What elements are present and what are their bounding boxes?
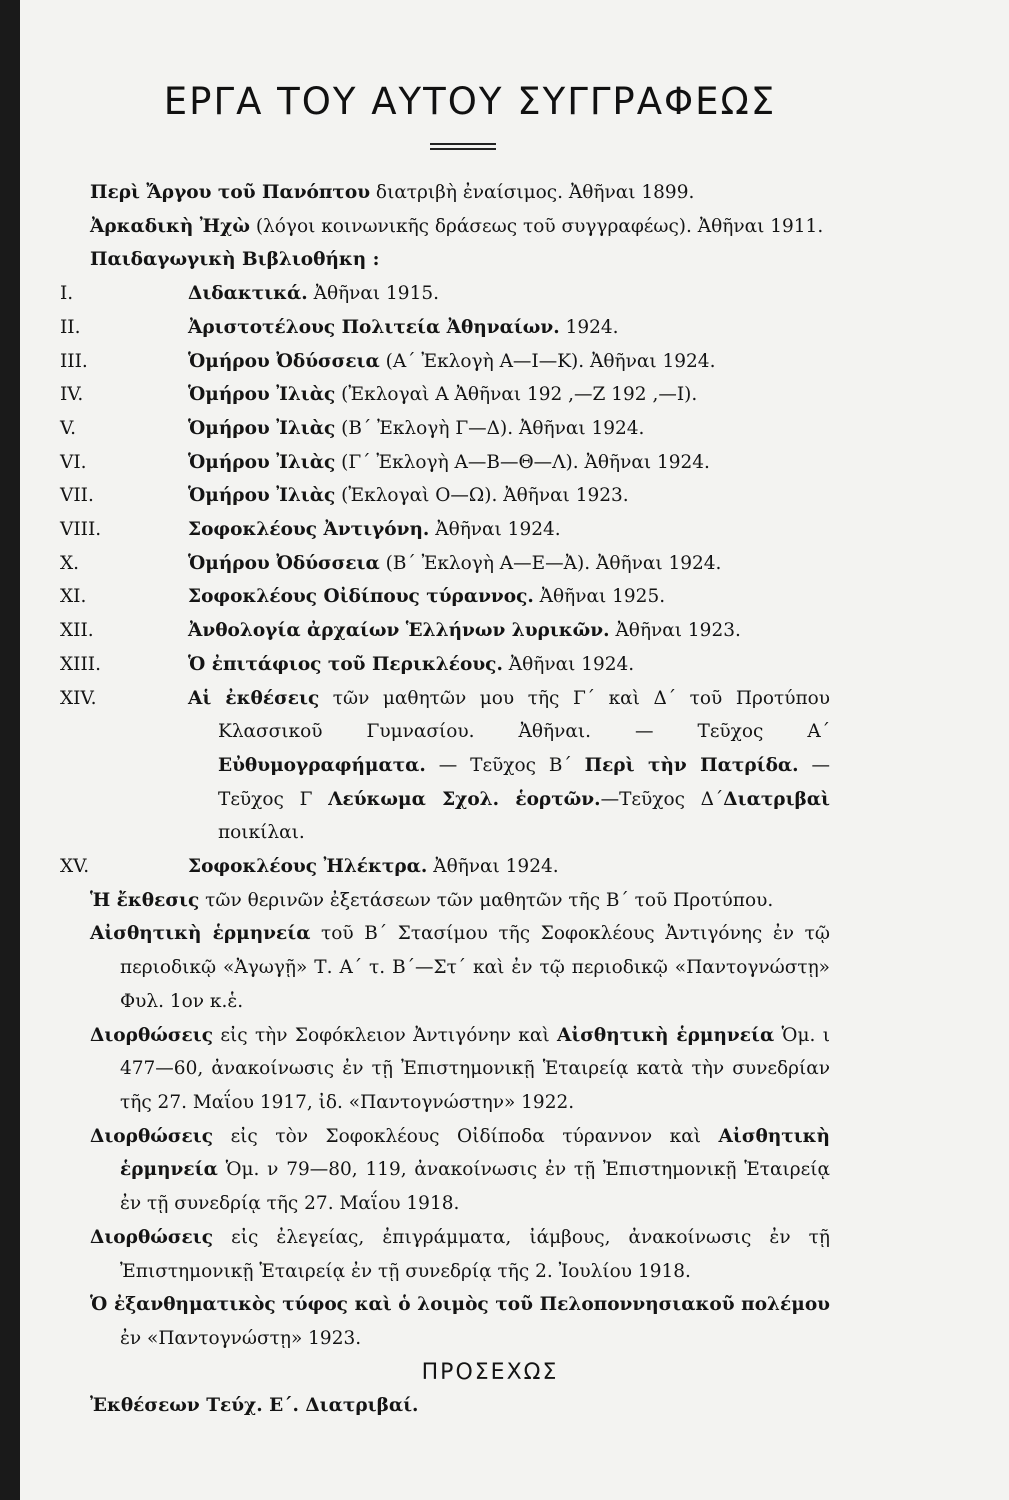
- entry-details: Ὁμ. ν 79—80, 119, ἀνακοίνωσις ἐν τῇ Ἐπιστημονικῇ Ἑταιρείᾳ ἐν τῇ συνεδρίᾳ τῆς 27. Μαΐου 1918.: [120, 1159, 830, 1215]
- entry-library-heading: [90, 243, 830, 277]
- series-item: [60, 277, 830, 311]
- series-item: [60, 614, 830, 648]
- series-item: [60, 446, 830, 480]
- series-item: [60, 547, 830, 581]
- series-item-xiv: [60, 682, 830, 851]
- entry-typhos: [90, 1288, 830, 1355]
- entry-details: (Β´ Ἐκλογὴ Γ—Δ). Ἀθῆναι 1924.: [335, 417, 645, 439]
- entry-title: Αἱ ἐκθέσεις: [188, 687, 320, 709]
- entry-title: Περὶ τὴν Πατρίδα.: [584, 754, 799, 776]
- series-item: [60, 479, 830, 513]
- entry-details: (λόγοι κοινωνικῆς δράσεως τοῦ συγγραφέως). Ἀθῆναι 1911.: [249, 215, 824, 237]
- entry-details: ἐν «Παντογνώστῃ» 1923.: [120, 1327, 362, 1349]
- library-series: [60, 277, 830, 681]
- entry-title: Διδακτικά.: [188, 283, 308, 305]
- series-item: [60, 378, 830, 412]
- series-number: I.: [60, 283, 74, 305]
- notice-title: Ἐκθέσεων Τεύχ. Ε´. Διατριβαί.: [90, 1395, 419, 1417]
- series-number: III.: [60, 350, 88, 372]
- entry-title: Σοφοκλέους Οἰδίπους τύραννος.: [188, 586, 534, 608]
- series-item: [60, 513, 830, 547]
- entry-title: Διορθώσεις: [90, 1024, 214, 1046]
- series-number: XIII.: [60, 653, 101, 675]
- entry-title: Αἰσθητικὴ ἑρμηνεία: [90, 923, 311, 945]
- entry-details: τῶν θερινῶν ἐξετάσεων τῶν μαθητῶν τῆς Β´ τοῦ Προτύπου.: [199, 889, 774, 911]
- series-item-xv: [60, 850, 830, 884]
- entry-details: — Τεῦχος Γ: [218, 754, 830, 810]
- entry-title: Διορθώσεις: [90, 1226, 214, 1248]
- entry-arkadiki: [90, 210, 830, 244]
- entry-title: Ὁμήρου Ἰλιὰς: [188, 451, 336, 473]
- entry-diorthoseis-3: [90, 1221, 830, 1288]
- series-item: [60, 311, 830, 345]
- series-number: VI.: [60, 451, 87, 473]
- series-number: X.: [60, 552, 80, 574]
- entry-title: Αἰσθητικὴ ἑρμηνεία: [120, 1125, 830, 1181]
- entry-details: ποικίλαι.: [218, 822, 305, 844]
- series-number: V.: [60, 417, 77, 439]
- entry-title: Σοφοκλέους Ἀντιγόνη.: [188, 519, 430, 541]
- series-number: XIV.: [60, 687, 97, 709]
- series-number: II.: [60, 316, 81, 338]
- entry-details: (Β´ Ἐκλογὴ Α—Ε—Ἀ). Ἀθῆναι 1924.: [379, 552, 722, 574]
- notice-heading: ΠΡΟΣΕΧΩΣ: [421, 1359, 559, 1385]
- entry-title: Ὁμήρου Ἰλιὰς: [188, 384, 336, 406]
- series-item: [60, 412, 830, 446]
- entry-title: Σοφοκλέους Ἠλέκτρα.: [188, 856, 428, 878]
- title-rule-2: [430, 148, 496, 150]
- entry-title: Ὁμήρου Ἰλιὰς: [188, 417, 336, 439]
- entry-diorthoseis-1: [90, 1019, 830, 1120]
- entry-details: διατριβὴ ἐναίσιμος. Ἀθῆναι 1899.: [370, 182, 695, 203]
- entry-details: Ἀθῆναι 1924.: [502, 653, 635, 675]
- entry-details: εἰς τὸν Σοφοκλέους Οἰδίποδα τύραννον καὶ: [213, 1125, 719, 1147]
- series-item: [60, 648, 830, 682]
- entry-title: Ὁμήρου Ὀδύσσεια: [188, 350, 380, 372]
- series-number: IV.: [60, 384, 84, 406]
- entry-argos: [90, 176, 830, 210]
- entry-details: Ἀθῆναι 1924.: [427, 856, 559, 878]
- entry-details: —Τεῦχος Δ´: [600, 788, 724, 810]
- entry-title: Ὁ ἐξανθηματικὸς τύφος καὶ ὁ λοιμὸς τοῦ Πελοποννησιακοῦ πολέμου: [90, 1294, 830, 1316]
- entry-title: Αἰσθητικὴ ἑρμηνεία: [556, 1024, 775, 1046]
- entry-title: Ἀνθολογία ἀρχαίων Ἑλλήνων λυρικῶν.: [188, 620, 610, 642]
- entry-details: Ἀθῆναι 1915.: [307, 283, 440, 305]
- entry-title: Ὁμήρου Ὀδύσσεια: [188, 552, 380, 574]
- series-number: VII.: [60, 485, 94, 507]
- entry-diorthoseis-2: [90, 1120, 830, 1221]
- entry-details: 1924.: [559, 316, 619, 338]
- entry-details: εἰς ἐλεγείας, ἐπιγράμματα, ἰάμβους, ἀνακοίνωσις ἐν τῇ Ἐπιστημονικῇ Ἑταιρείᾳ ἐν τῇ συνεδρίᾳ τῆς 2. Ἰουλίου 1918.: [120, 1226, 830, 1282]
- entry-details: (Α´ Ἐκλογὴ Α—Ι—Κ). Ἀθῆναι 1924.: [379, 350, 716, 372]
- entry-title: Ὁμήρου Ἰλιὰς: [188, 485, 336, 507]
- page: [20, 0, 1009, 1500]
- series-item: [60, 580, 830, 614]
- entry-details: τῶν μαθητῶν μου τῆς Γ´ καὶ Δ´ τοῦ Προτύπου Κλασσικοῦ Γυμνασίου. Ἀθῆναι. — Τεῦχος Α´: [218, 687, 830, 743]
- series-number: XII.: [60, 620, 94, 642]
- entry-details: Ὁμ. ι 477—60, ἀνακοίνωσις ἐν τῇ Ἐπιστημονικῇ Ἑταιρείᾳ κατὰ τὴν συνεδρίαν τῆς 27. Μαΐου 1917, ἰδ. «Παντογνώστην» 1922.: [120, 1024, 830, 1113]
- series-number: VIII.: [60, 519, 102, 541]
- series-item: [60, 345, 830, 379]
- title-rule: [430, 143, 496, 145]
- entry-details: Ἀθῆναι 1924.: [429, 519, 561, 541]
- entry-ekthesis: [90, 884, 830, 918]
- entry-title: Περὶ Ἄργου τοῦ Πανόπτου: [90, 182, 371, 203]
- notice-text: [90, 1389, 830, 1423]
- page-title: ΕΡΓΑ ΤΟΥ ΑΥΤΟΥ ΣΥΓΓΡΑΦΕΩΣ: [163, 80, 777, 123]
- entry-details: εἰς τὴν Σοφόκλειον Ἀντιγόνην καὶ: [213, 1024, 557, 1046]
- entry-details: Ἀθῆναι 1925.: [533, 586, 666, 608]
- entry-title: Ἀρκαδικὴ Ἠχὼ: [90, 215, 250, 237]
- entry-title: Ἀριστοτέλους Πολιτεία Ἀθηναίων.: [188, 316, 560, 338]
- entry-aisthitiki: [90, 917, 830, 1018]
- entry-details: Ἀθῆναι 1923.: [609, 620, 741, 642]
- entry-details: τοῦ Β´ Στασίμου τῆς Σοφοκλέους Ἀντιγόνης ἐν τῷ περιοδικῷ «Ἀγωγῇ» Τ. Α´ τ. Β´—Στ´ καὶ ἐν τῷ περιοδικῷ «Παντογνώστῃ» Φυλ. 1ον κ.ἑ.: [120, 923, 830, 1012]
- entry-title: Ὁ ἐπιτάφιος τοῦ Περικλέους.: [188, 653, 503, 675]
- entry-title: Παιδαγωγικὴ Βιβλιοθήκη :: [90, 249, 380, 271]
- entry-details: (Ἐκλογαὶ Ο—Ω). Ἀθῆναι 1923.: [335, 485, 629, 507]
- entry-title: Εὐθυμογραφήματα.: [218, 754, 426, 776]
- entry-details: (Ἐκλογαὶ Α Ἀθῆναι 192 ,—Ζ 192 ,—Ι).: [335, 384, 698, 406]
- entry-title: Διατριβαὶ: [723, 788, 830, 810]
- series-number: XV.: [60, 856, 90, 878]
- works-list: [60, 176, 830, 1423]
- entry-details: (Γ´ Ἐκλογὴ Α—Β—Θ—Λ). Ἀθῆναι 1924.: [335, 451, 710, 473]
- entry-title: Λεύκωμα Σχολ. ἑορτῶν.: [328, 788, 601, 810]
- entry-title: Ἡ ἔκθεσις: [90, 889, 200, 911]
- series-number: XI.: [60, 586, 87, 608]
- entry-details: — Τεῦχος Β´: [425, 754, 585, 776]
- entry-title: Διορθώσεις: [90, 1125, 214, 1147]
